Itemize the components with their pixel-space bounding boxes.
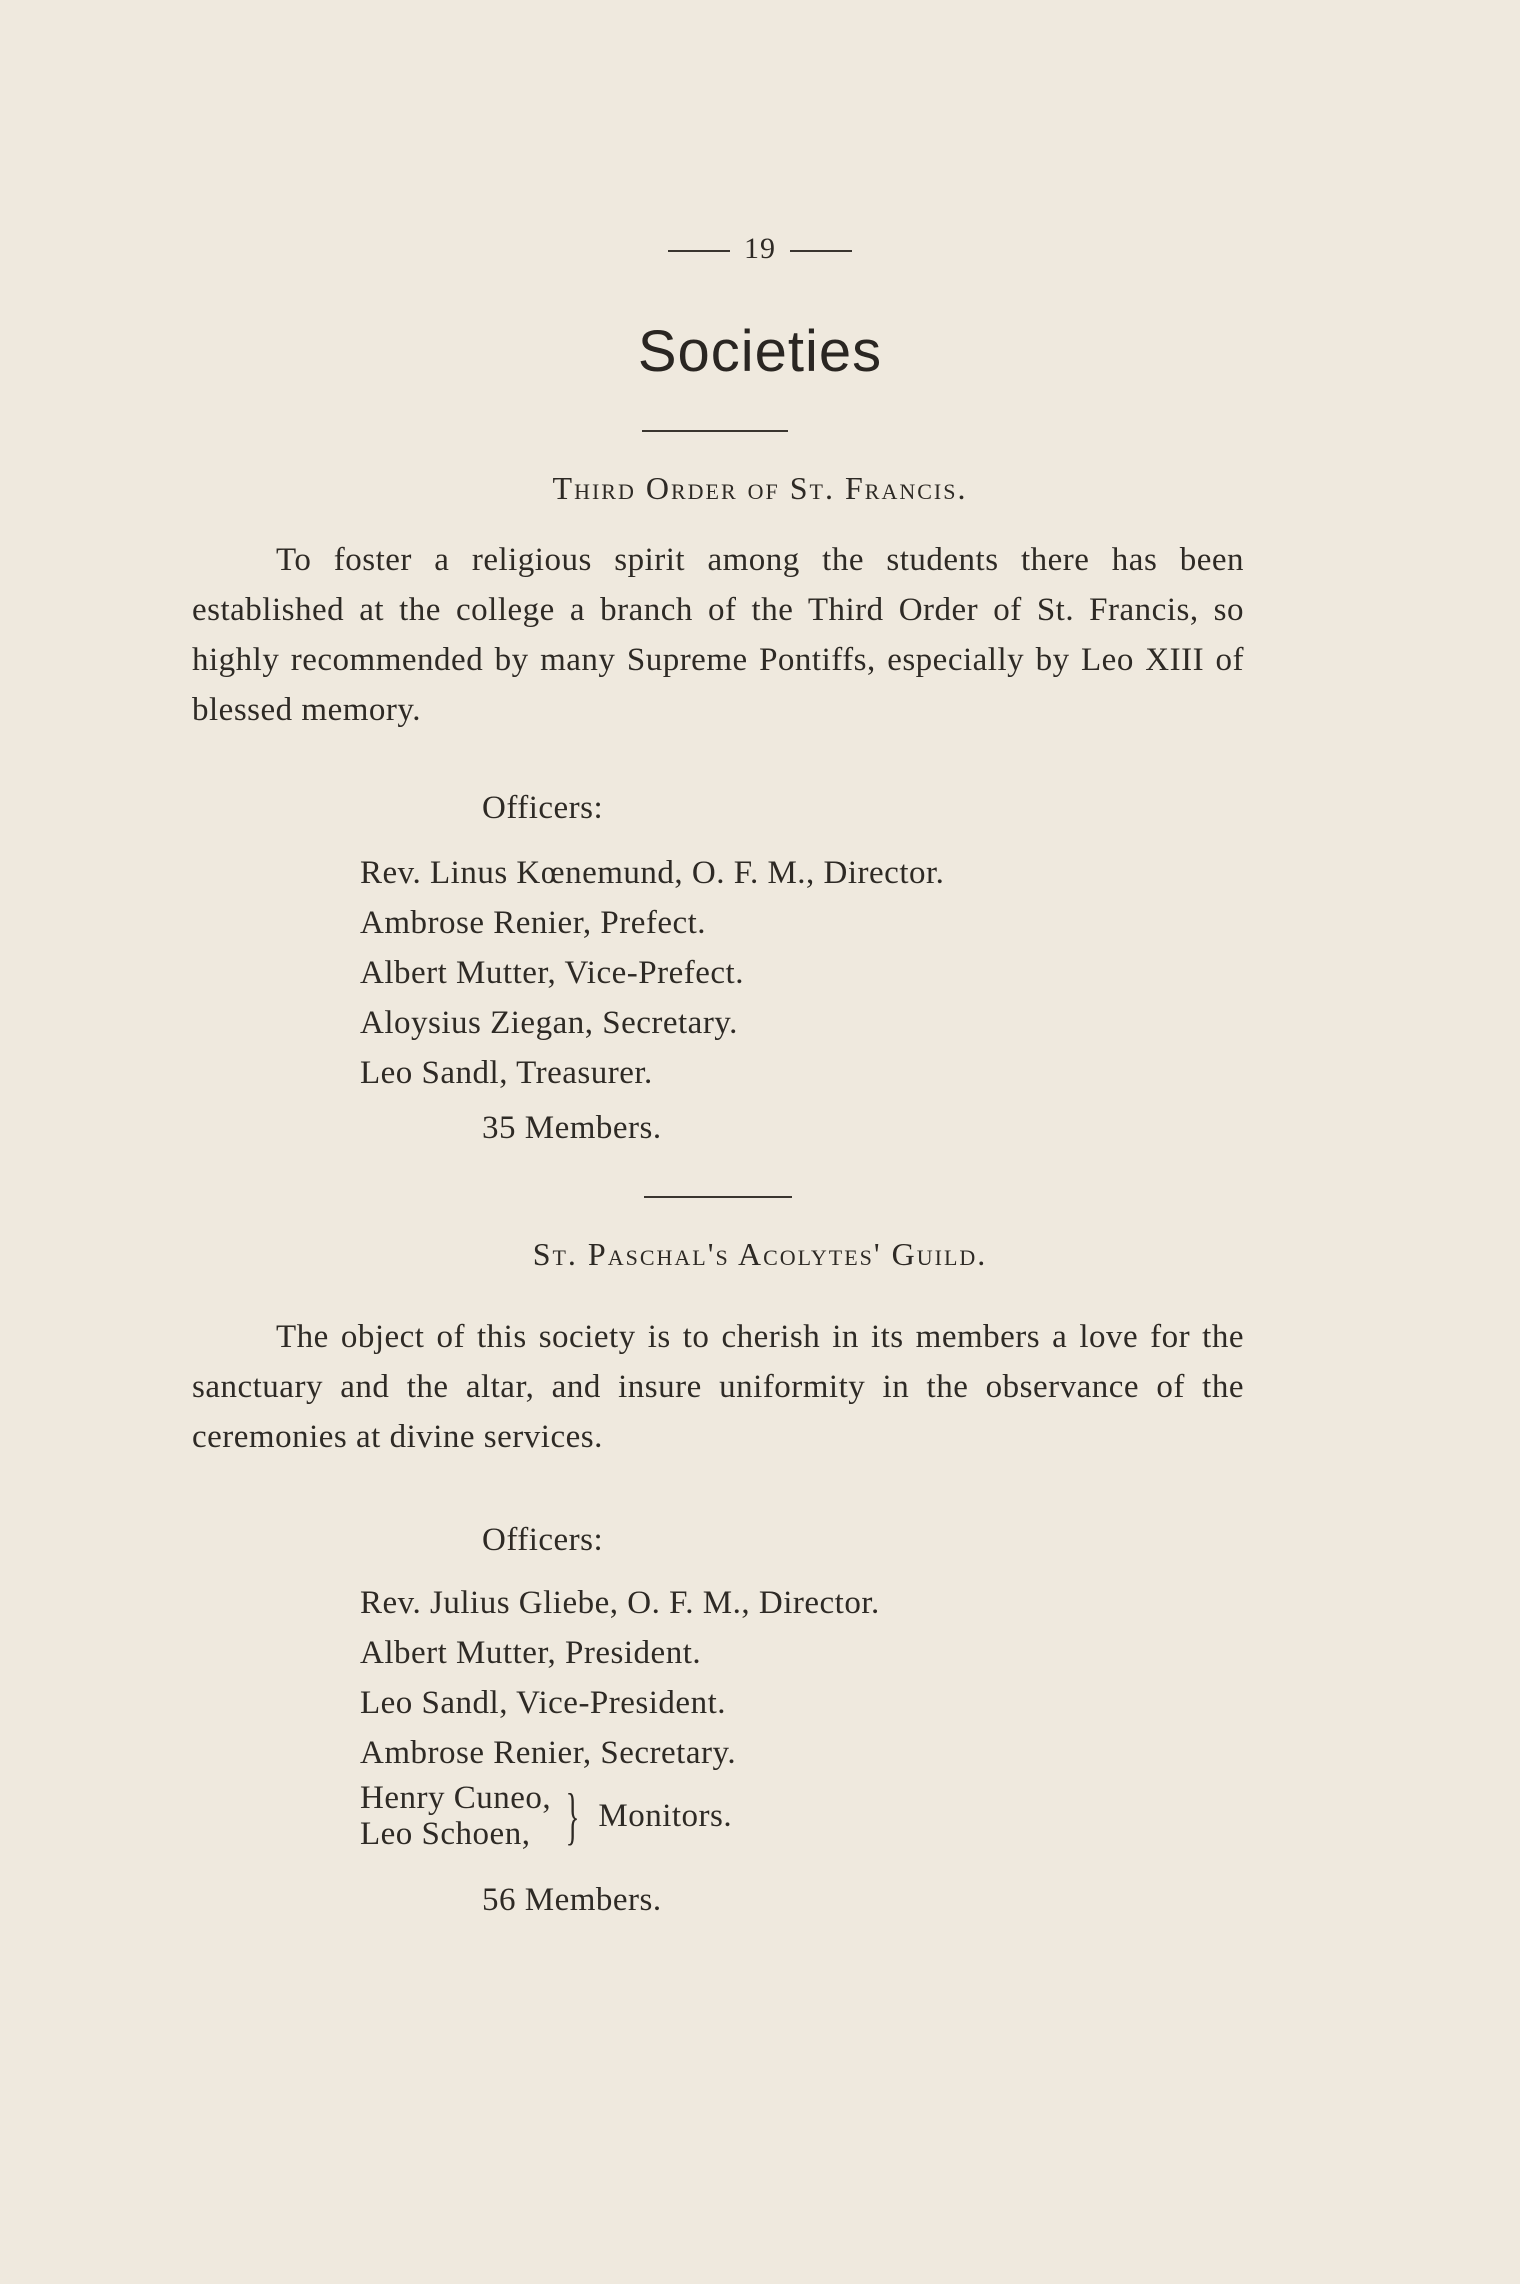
officers-label-third-order: Officers: [482, 790, 604, 826]
page-number-text: 19 [744, 232, 776, 265]
page-number-dash-left [668, 250, 730, 252]
section-rule [644, 1196, 792, 1198]
members-count-third-order: 35 Members. [482, 1110, 662, 1146]
page-title: Societies [637, 319, 883, 384]
officers-label-acolytes-guild: Officers: [482, 1522, 604, 1558]
officer-entry: Aloysius Ziegan, Secretary. [360, 1005, 738, 1041]
section-heading-third-order: Third Order of St. Francis. [552, 470, 968, 506]
monitors-names [360, 1780, 551, 1852]
section-heading-acolytes-guild: St. Paschal's Acolytes' Guild. [532, 1236, 988, 1272]
brace-glyph: } [565, 1780, 580, 1851]
officers-list-third-order [360, 848, 944, 1098]
monitors-group [360, 1780, 732, 1852]
monitor-name: Leo Schoen, [360, 1816, 531, 1852]
monitors-role: Monitors. [598, 1797, 733, 1834]
officers-list-acolytes-guild [360, 1578, 880, 1778]
officer-entry: Leo Sandl, Vice-President. [360, 1685, 726, 1721]
officer-entry: Ambrose Renier, Prefect. [360, 905, 707, 941]
officer-entry: Leo Sandl, Treasurer. [360, 1055, 653, 1091]
officer-entry: Rev. Julius Gliebe, O. F. M., Director. [360, 1585, 880, 1621]
officer-entry: Albert Mutter, President. [360, 1635, 702, 1671]
members-count-acolytes-guild: 56 Members. [482, 1882, 662, 1918]
officer-entry: Rev. Linus Kœnemund, O. F. M., Director. [360, 855, 945, 891]
page-number-dash-right [790, 250, 852, 252]
section-paragraph-third-order: To foster a religious spirit among the students there has been established at the college a branch of the Third Order of St. Francis, so highly recommended by many Supreme Pontiffs, especially by Leo XIII of blessed memory. [192, 542, 1244, 728]
section-paragraph-acolytes-guild: The object of this society is to cherish in its members a love for the sanctuary and the altar, and insure uniformity in the observance of the ceremonies at divine services. [192, 1319, 1244, 1455]
officer-entry: Albert Mutter, Vice-Prefect. [360, 955, 744, 991]
officer-entry: Ambrose Renier, Secretary. [360, 1735, 737, 1771]
page-number [0, 232, 1520, 266]
title-rule [642, 430, 788, 432]
monitor-name: Henry Cuneo, [360, 1780, 552, 1816]
